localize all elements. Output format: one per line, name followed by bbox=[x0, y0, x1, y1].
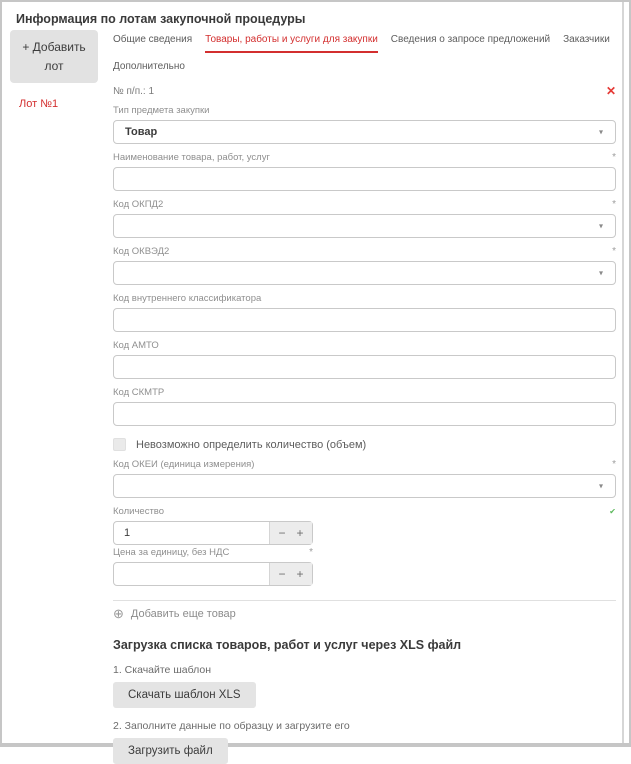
item-name-label: Наименование товара, работ, услуг bbox=[113, 152, 270, 163]
unit-price-input[interactable] bbox=[114, 563, 269, 585]
field-okei bbox=[113, 459, 616, 498]
purchase-type-value: Товар bbox=[125, 126, 158, 138]
field-skmtr-code bbox=[113, 387, 616, 426]
no-quantity-checkbox[interactable] bbox=[113, 438, 126, 451]
no-quantity-row bbox=[113, 438, 616, 451]
add-lot-button[interactable]: + Добавить лот bbox=[10, 30, 98, 83]
upload-file-button[interactable]: Загрузить файл bbox=[113, 738, 228, 764]
xls-section-heading: Загрузка списка товаров, работ и услуг через XLS файл bbox=[113, 638, 462, 652]
no-quantity-label: Невозможно определить количество (объем) bbox=[136, 438, 367, 451]
chevron-down-icon: ▾ bbox=[598, 268, 603, 278]
download-template-button[interactable]: Скачать шаблон XLS bbox=[113, 682, 256, 708]
amto-code-label: Код АМТО bbox=[113, 340, 159, 351]
tabs-bar bbox=[113, 34, 616, 80]
tab-general[interactable]: Общие сведения bbox=[113, 34, 193, 45]
circle-plus-icon: ⊕ bbox=[113, 606, 124, 621]
chevron-down-icon: ▾ bbox=[598, 127, 603, 137]
tab-proposal-request-info[interactable]: Сведения о запросе предложений bbox=[390, 34, 551, 45]
item-name-input[interactable] bbox=[113, 167, 616, 191]
required-marker: * bbox=[612, 152, 616, 163]
field-purchase-type bbox=[113, 105, 616, 144]
okpd2-select[interactable] bbox=[113, 214, 616, 238]
add-more-item-link[interactable] bbox=[113, 607, 616, 620]
field-unit-price bbox=[113, 547, 616, 586]
field-okpd2 bbox=[113, 199, 616, 238]
remove-item-icon[interactable]: ✕ bbox=[605, 84, 616, 98]
quantity-stepper bbox=[113, 521, 313, 545]
unit-price-increment-button[interactable]: + bbox=[296, 567, 304, 581]
internal-code-input[interactable] bbox=[113, 308, 616, 332]
unit-price-decrement-button[interactable]: − bbox=[278, 567, 286, 581]
xls-step2-text: 2. Заполните данные по образцу и загрузите его bbox=[113, 720, 350, 732]
field-okved2 bbox=[113, 246, 616, 285]
quantity-increment-button[interactable]: + bbox=[296, 526, 304, 540]
quantity-label: Количество bbox=[113, 506, 165, 517]
okpd2-label: Код ОКПД2 bbox=[113, 199, 164, 210]
okei-label: Код ОКЕИ (единица измерения) bbox=[113, 459, 255, 470]
field-internal-code bbox=[113, 293, 616, 332]
tab-goods-works-services[interactable]: Товары, работы и услуги для закупки bbox=[205, 34, 378, 53]
xls-step1-text: 1. Скачайте шаблон bbox=[113, 664, 212, 676]
field-amto-code bbox=[113, 340, 616, 379]
required-marker: * bbox=[612, 459, 616, 470]
skmtr-code-label: Код СКМТР bbox=[113, 387, 165, 398]
quantity-stepper-buttons bbox=[269, 522, 312, 544]
quantity-input[interactable] bbox=[114, 522, 269, 544]
skmtr-code-input[interactable] bbox=[113, 402, 616, 426]
section-divider bbox=[113, 600, 616, 601]
valid-check-icon: ✔ bbox=[609, 507, 616, 516]
required-marker: * bbox=[309, 547, 313, 558]
field-item-name bbox=[113, 152, 616, 191]
chevron-down-icon: ▾ bbox=[598, 481, 603, 491]
okei-select[interactable] bbox=[113, 474, 616, 498]
row-number-label: № п/п.: 1 bbox=[113, 85, 155, 97]
lot-form bbox=[113, 30, 629, 764]
body-row bbox=[2, 30, 629, 764]
purchase-type-select[interactable] bbox=[113, 120, 616, 144]
lot-1-link[interactable]: Лот №1 bbox=[19, 98, 59, 111]
panel-right-divider bbox=[622, 2, 624, 743]
purchase-type-label: Тип предмета закупки bbox=[113, 105, 210, 116]
lots-sidebar bbox=[2, 30, 113, 764]
item-header bbox=[113, 85, 616, 97]
internal-code-label: Код внутреннего классификатора bbox=[113, 293, 262, 304]
tab-customers[interactable]: Заказчики bbox=[563, 34, 610, 45]
add-more-item-label: Добавить еще товар bbox=[130, 607, 236, 620]
field-quantity bbox=[113, 506, 616, 545]
unit-price-stepper bbox=[113, 562, 313, 586]
amto-code-input[interactable] bbox=[113, 355, 616, 379]
okved2-label: Код ОКВЭД2 bbox=[113, 246, 170, 257]
okved2-select[interactable] bbox=[113, 261, 616, 285]
page-title: Информация по лотам закупочной процедуры bbox=[16, 12, 306, 26]
required-marker: * bbox=[612, 246, 616, 257]
unit-price-stepper-buttons bbox=[269, 563, 312, 585]
tab-additional[interactable]: Дополнительно bbox=[113, 61, 185, 72]
chevron-down-icon: ▾ bbox=[598, 221, 603, 231]
quantity-decrement-button[interactable]: − bbox=[278, 526, 286, 540]
unit-price-label: Цена за единицу, без НДС bbox=[113, 547, 230, 558]
required-marker: * bbox=[612, 199, 616, 210]
